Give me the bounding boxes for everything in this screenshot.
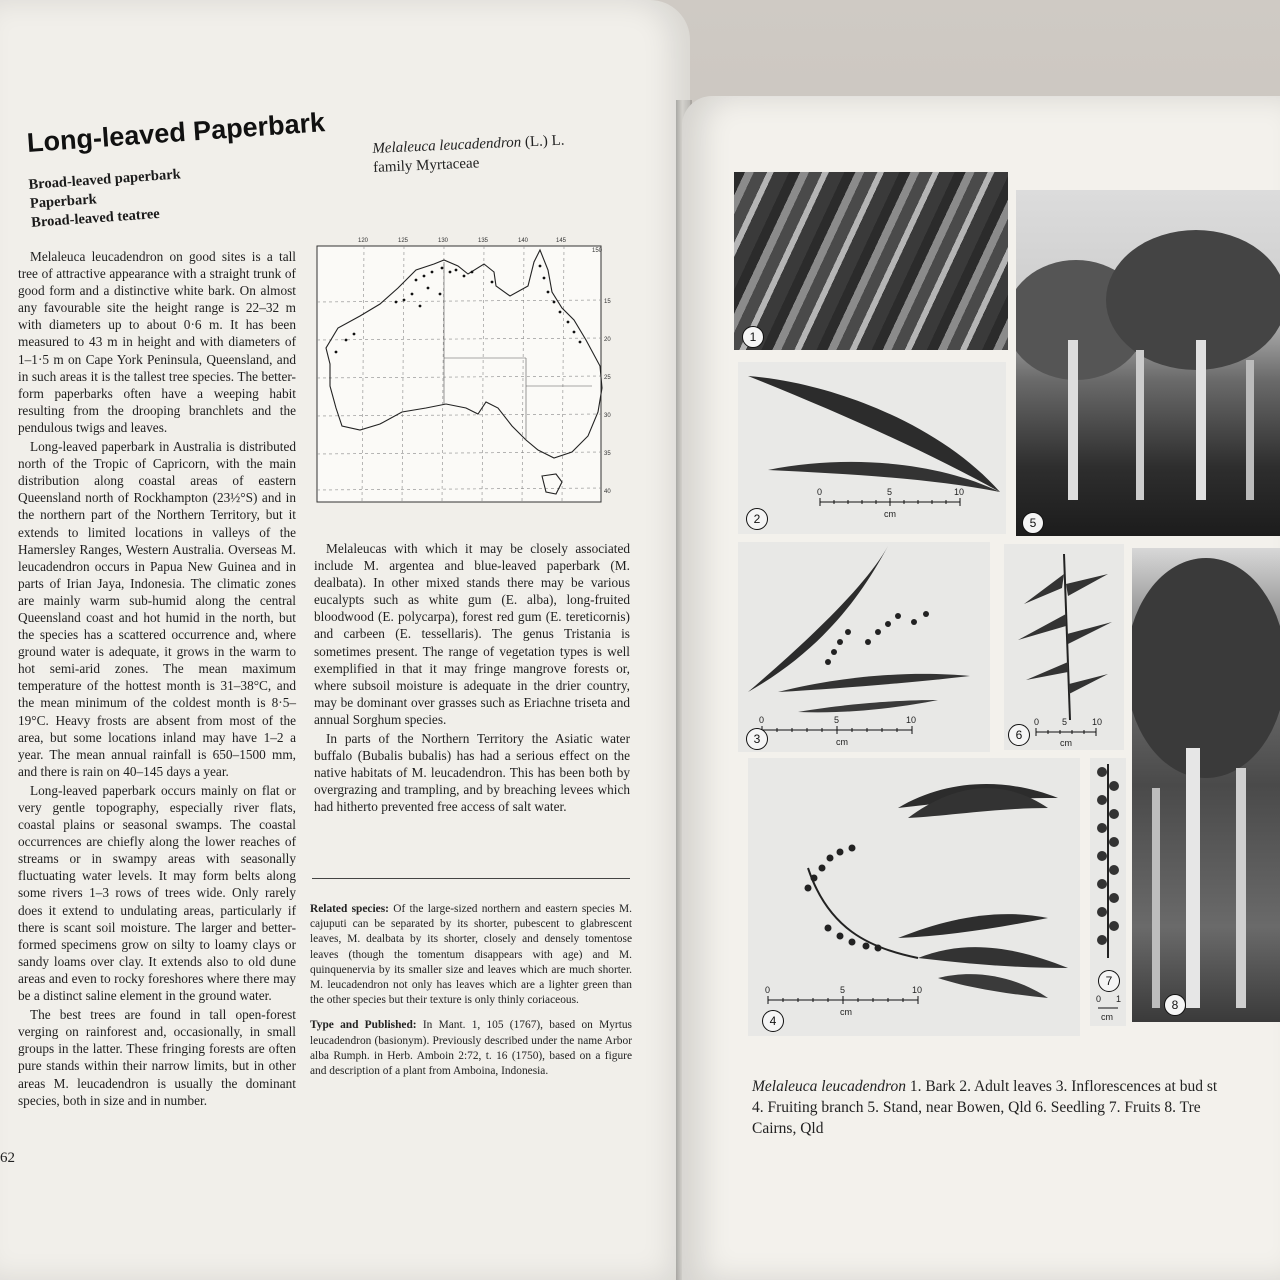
scale-unit: cm: [836, 737, 848, 747]
caption-line: 4. Fruiting branch 5. Stand, near Bowen, Qld 6. Seedling 7. Fruits 8. Tre: [752, 1099, 1201, 1116]
longitude-label: 125: [398, 238, 409, 244]
latitude-label: 20: [604, 337, 611, 343]
caption-line: Cairns, Qld: [752, 1120, 824, 1137]
related-label: Related species:: [310, 903, 389, 915]
latitude-label: 25: [604, 375, 611, 381]
scale-label: 0: [1034, 717, 1040, 727]
figure-number: 5: [1022, 512, 1044, 534]
scale-label: 5: [834, 715, 840, 725]
type-label: Type and Published:: [310, 1019, 417, 1032]
common-names: [28, 165, 184, 232]
inflorescence-illustration: [738, 542, 990, 752]
caption-species: Melaleuca leucadendron: [752, 1078, 906, 1095]
latitude-label: 40: [604, 489, 611, 495]
paragraph: In parts of the Northern Territory the Asiatic water buffalo (Bubalis bubalis) has had a serious effect on the native habitats of M. leucadendron. This has been both by overgrazing and trampling, and by breaching levees which had hitherto prevented free access of salt water.: [314, 731, 630, 815]
figure-number: 1: [742, 326, 764, 348]
photo-stand: [1016, 190, 1280, 536]
seedling-illustration: [1004, 544, 1124, 750]
latitude-label: 35: [604, 451, 611, 457]
scale-unit: cm: [884, 509, 896, 519]
scale-label: 0: [765, 985, 771, 995]
longitude-label: 150: [592, 248, 603, 254]
authority: (L.) L.: [520, 132, 565, 151]
scale-label: 10: [912, 985, 923, 995]
type-published: [310, 1018, 632, 1079]
figure-number: 2: [746, 508, 768, 530]
latitude-label: 15: [604, 299, 611, 305]
longitude-label: 135: [478, 238, 489, 244]
scale-unit: cm: [840, 1007, 852, 1017]
map-frame: [317, 246, 601, 502]
longitude-label: 130: [438, 238, 449, 244]
common-name: Paperbark: [29, 191, 98, 212]
figure-number: 4: [762, 1010, 784, 1032]
paragraph: The best trees are found in tall open-forest verging on rainforest and, occasionally, in small groups in the latter. These fringing forests are often pure stands within their narrow limits, but in other areas M. leucadendron is usually the dominant species, both in size and in number.: [18, 1007, 296, 1108]
scale-label: 0: [817, 487, 823, 497]
scale-label: 0: [759, 715, 765, 725]
photo-fruiting-branch: [748, 758, 1080, 1036]
scale-label: 10: [1092, 717, 1103, 727]
photo-inflorescences: [738, 542, 990, 752]
trees-illustration: [1016, 190, 1280, 536]
figure-number: 7: [1098, 970, 1120, 992]
type-text: In Mant. 1, 105 (1767), based on Myrtus leucadendron (basionym). Previously described under the name Arbor alba Rumph. in Herb. Amboin 2:72, t. 16 (1750), based on a figure and description of a plant from Amboina, Indonesia.: [310, 1019, 632, 1078]
latitude-label: 30: [604, 413, 611, 419]
tree-illustration: [1132, 548, 1280, 1022]
scale-label: 5: [840, 985, 846, 995]
distribution-map: [316, 236, 616, 504]
fruiting-branch-illustration: [748, 758, 1080, 1036]
body-column-2: [314, 540, 630, 818]
photo-seedling: [1004, 544, 1124, 750]
photo-fruits: [1090, 758, 1126, 1026]
longitude-label: 145: [556, 238, 567, 244]
common-name: Broad-leaved teatree: [30, 205, 161, 231]
related-text: Of the large-sized northern and eastern species M. cajuputi can be separated by its shorter, pubescent to glabrescent leaves, M. dealbata by its shorter, closely and densely tomentose leaves (though the tomentum disappears with age) and M. quinquenervia by its smaller size and leaves which are much shorter. M. leucadendron not only has leaves which are a lighter green than the other species but their texture is only thinly coriaceous.: [310, 903, 633, 1007]
page-number: 62: [0, 1150, 15, 1166]
leaves-illustration: [738, 362, 1006, 534]
longitude-label: 140: [518, 238, 529, 244]
figure-number: 3: [746, 728, 768, 750]
scale-label: 5: [887, 487, 893, 497]
longitude-label: 120: [358, 238, 369, 244]
figure-number: 8: [1164, 994, 1186, 1016]
related-notes: [310, 902, 632, 1089]
photo-tree: [1132, 548, 1280, 1022]
scale-label: 1: [1116, 994, 1122, 1004]
figure-number: 6: [1008, 724, 1030, 746]
divider: [312, 878, 630, 879]
paragraph: Melaleucas with which it may be closely associated include M. argentea and blue-leaved paperbark (M. dealbata). In other mixed stands there may be various eucalypts such as white gum (E. alba), long-fruited bloodwood (E. polycarpa), forest red gum (E. tereticornis) and carbeen (E. tessellaris). The genus Tristania is sometimes present. The range of vegetation types is well exemplified in that it may fringe mangrove forests or, where subsoil moisture is adequate in the drier country, may be dominant over grasses such as Eriachne triseta and annual Sorghum species.: [314, 541, 630, 727]
photo-bark: [734, 172, 1008, 350]
scale-label: 10: [906, 715, 917, 725]
scale-unit: cm: [1101, 1012, 1113, 1022]
scale-unit: cm: [1060, 738, 1072, 748]
scientific-name: Melaleuca leucadendron: [372, 134, 522, 157]
family-name: family Myrtaceae: [372, 155, 480, 176]
photo-adult-leaves: [738, 362, 1006, 534]
scale-label: 5: [1062, 717, 1068, 727]
body-column-1: [18, 248, 296, 1111]
paragraph: Melaleuca leucadendron on good sites is a tall tree of attractive appearance with a straight trunk of good form and a distinctive white bark. On almost any favourable site the height range is 22–32 m with diameters up to about 0·6 m. It has been measured to 43 m in height and with diameters of 1–1·5 m on Cape York Peninsula, Queensland, and in such areas it is the tallest tree species. The better-form paperbarks often have a weeping habit resulting from the drooping branchlets and the pendulous twigs and leaves.: [18, 249, 296, 435]
scale-label: 0: [1096, 994, 1102, 1004]
page-title: Long-leaved Paperbark: [26, 107, 326, 158]
figure-caption: [752, 1076, 1280, 1139]
paragraph: Long-leaved paperbark in Australia is distributed north of the Tropic of Capricorn, with the main distribution along coastal areas of eastern Queensland north of Rockhampton (23½°S) and in the northern part of the Northern Territory, but it extends to limited locations in valleys of the Hamersley Ranges, Western Australia. Overseas M. leucadendron occurs in Papua New Guinea and in parts of Irian Jaya, Indonesia. The climatic zones are mainly warm sub-humid along the central Queensland coast and hot humid in the north, but the species has a scattered occurrence and, where ground water is adequate, it grows in the warm to hot semi-arid zones. The mean maximum temperature of the hottest month is 31–38°C, and the mean minimum of the coldest month is 8·5–19°C. Heavy frosts are absent from most of the area, but some locations inland may have 1–2 a year. The mean annual rainfall is 650–1500 mm, and there is rain on 40–145 days a year.: [18, 439, 296, 779]
caption-line: 1. Bark 2. Adult leaves 3. Inflorescences at bud st: [905, 1078, 1218, 1095]
scale-label: 10: [954, 487, 965, 497]
paragraph: Long-leaved paperbark occurs mainly on flat or very gentle topography, especially river flats, coastal plains or seasonal swamps. The coastal occurrences are chiefly along the lower reaches of streams or in swampy areas with seasonally fluctuating water levels. It may form belts along some rivers 1–3 rows of trees wide. Only rarely does it extend to undulating areas, particularly if there is scant soil moisture. The larger and better-formed specimens grow on silty to loamy clays or sandy loams over clay. It extends also to old dune areas and even to rocky foreshores where there may be a distinct saline element in the ground water.: [18, 782, 296, 1004]
related-species: [310, 902, 632, 1008]
common-name: Broad-leaved paperbark: [28, 166, 182, 193]
